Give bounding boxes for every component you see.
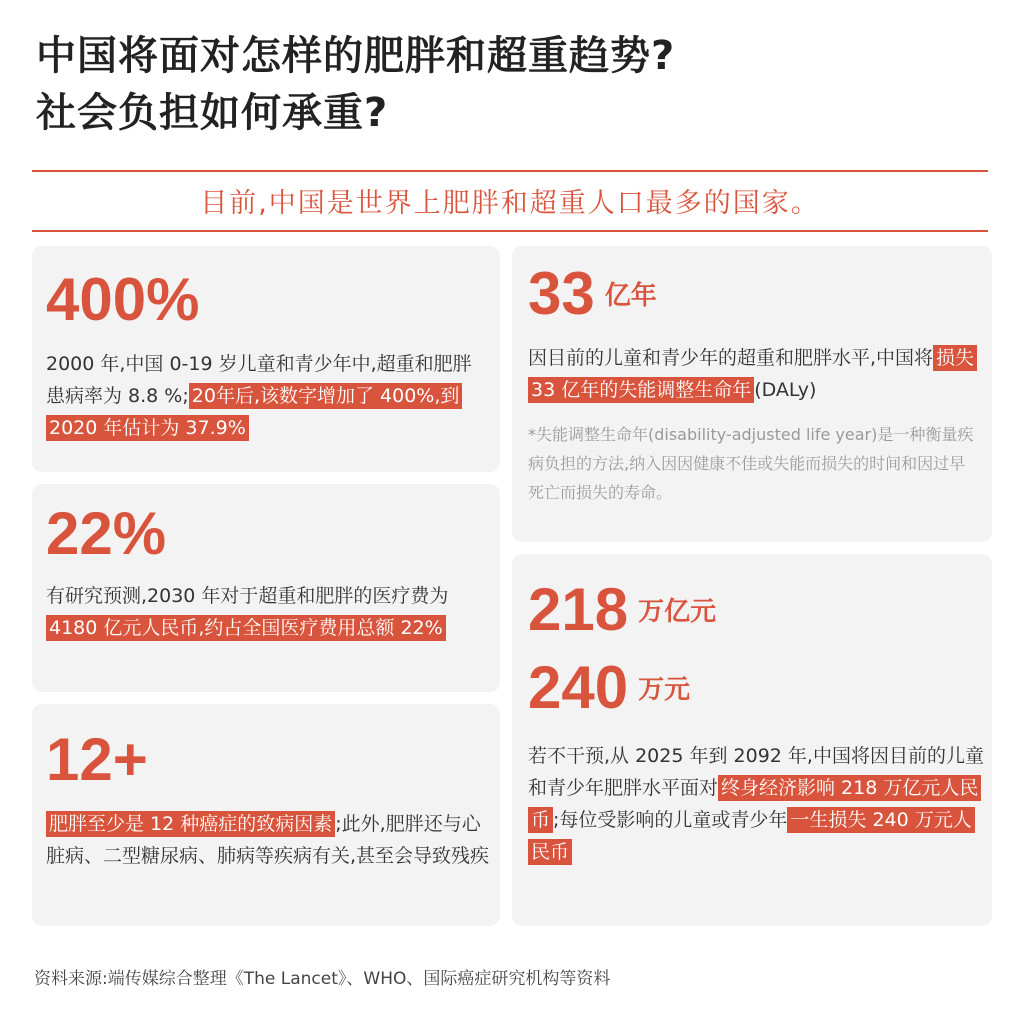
- stat-description: [46, 580, 490, 644]
- stat-number: [528, 260, 657, 327]
- description-text-mid: ;每位受影响的儿童或青少年: [553, 809, 788, 831]
- divider-top: [32, 170, 988, 172]
- stat-description: [46, 808, 490, 872]
- stat-number-1: [528, 576, 717, 643]
- title-line-1: 中国将面对怎样的肥胖和超重趋势?: [36, 33, 676, 79]
- stat-description: [46, 348, 490, 444]
- stat-unit: 万元: [638, 675, 691, 705]
- stat-card-33: [512, 246, 992, 542]
- description-text: 2000 年,中国 0-19 岁儿童和青少年中,超重和肥胖患病率为 8.8 %;: [46, 353, 472, 407]
- stat-description: [528, 342, 984, 406]
- stat-value: 218: [528, 576, 629, 643]
- footnote: *失能调整生命年(disability-adjusted life year)是一种衡量疾病负担的方法,纳入因因健康不佳或失能而损失的时间和因过早死亡而损失的寿命。: [528, 425, 974, 502]
- stat-value: 33: [528, 260, 595, 327]
- stat-value: 240: [528, 654, 629, 721]
- stat-description: [528, 740, 984, 868]
- title-line-2: 社会负担如何承重?: [36, 90, 389, 136]
- stat-number-2: [528, 654, 691, 721]
- stat-number: 12+: [46, 726, 148, 793]
- stat-number: 400%: [46, 266, 200, 333]
- stat-card-400: [32, 246, 500, 472]
- stat-card-218: [512, 554, 992, 926]
- highlight-text: 损失 33 亿年的失能调整生命年: [528, 345, 977, 403]
- highlight-text-1: 终身经济影响 218 万亿元人民币: [528, 775, 981, 833]
- highlight-text: 4180 亿元人民币,约占全国医疗费用总额 22%: [46, 615, 446, 641]
- description-text-end: (DALy): [754, 379, 817, 401]
- subtitle: 目前,中国是世界上肥胖和超重人口最多的国家。: [200, 188, 820, 219]
- highlight-text: 20年后,该数字增加了 400%,到 2020 年估计为 37.9%: [46, 383, 462, 441]
- description-text: 若不干预,从 2025 年到 2092 年,中国将因目前的儿童和青少年肥胖水平面对: [528, 745, 984, 799]
- stat-number: 22%: [46, 500, 167, 567]
- source-note: 资料来源:端传媒综合整理《The Lancet》、WHO、国际癌症研究机构等资料: [34, 969, 611, 989]
- page-title: [36, 28, 996, 142]
- stat-unit: 亿年: [604, 281, 657, 311]
- stat-unit: 万亿元: [638, 597, 717, 627]
- description-text: 因目前的儿童和青少年的超重和肥胖水平,中国将: [528, 347, 934, 369]
- highlight-text: 肥胖至少是 12 种癌症的致病因素: [46, 811, 335, 837]
- description-text: 有研究预测,2030 年对于超重和肥胖的医疗费为: [46, 585, 449, 607]
- stat-card-12: [32, 704, 500, 926]
- divider-bottom: [32, 230, 988, 232]
- description-text: ;此外,肥胖还与心脏病、二型糖尿病、肺病等疾病有关,甚至会导致残疾: [46, 813, 490, 867]
- stat-card-22: [32, 484, 500, 692]
- highlight-text-2: 一生损失 240 万元人民币: [528, 807, 975, 865]
